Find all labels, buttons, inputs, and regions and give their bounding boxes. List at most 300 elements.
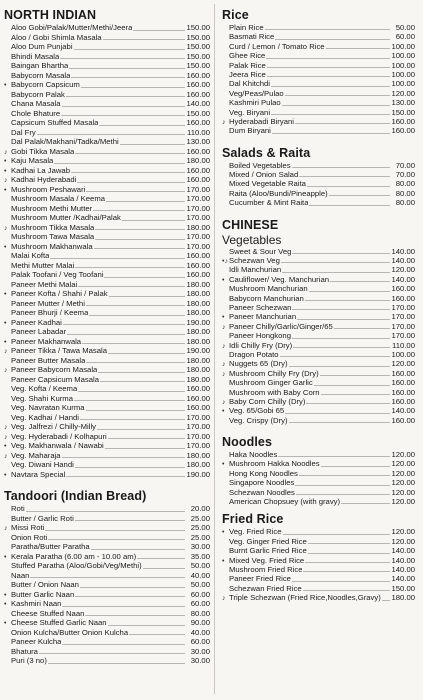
item-price: 130.00 [186, 137, 210, 146]
menu-item [4, 99, 210, 109]
dotted-leader [74, 49, 185, 50]
dotted-leader [292, 338, 390, 339]
menu-item [222, 79, 415, 88]
item-name: Puri (3 no) [11, 656, 47, 665]
item-name: Malai Kofta [11, 251, 50, 260]
menu-item [4, 523, 210, 533]
item-price: 80.00 [395, 198, 415, 208]
item-price: 160.00 [391, 284, 415, 294]
item-price: 100.00 [391, 349, 415, 359]
dotted-leader [382, 600, 390, 601]
dotted-leader [289, 366, 390, 367]
menu-item [4, 194, 210, 204]
item-marker-icon: • [4, 167, 7, 175]
item-name: Aloo Dum Punjabi [11, 42, 73, 51]
item-marker-icon: • [4, 338, 7, 346]
dotted-leader [93, 210, 185, 211]
item-name: Paneer Bhurji / Keema [11, 308, 89, 317]
item-price: 50.00 [395, 23, 415, 32]
item-price: 180.00 [186, 355, 210, 365]
menu-item [222, 406, 415, 415]
menu-item [222, 189, 415, 198]
item-price: 160.00 [186, 165, 210, 175]
item-name: Schezwan Noodles [229, 487, 295, 497]
dotted-leader [321, 394, 390, 395]
item-price: 180.00 [186, 460, 210, 469]
item-marker-icon: ♪ [4, 148, 8, 156]
item-price: 160.00 [186, 80, 210, 89]
item-name: Paneer Schezwan [229, 302, 292, 312]
item-name: Mixed / Onion Salad [229, 170, 299, 180]
item-price: 25.00 [190, 523, 210, 532]
menu-item [222, 397, 415, 406]
dotted-leader [281, 262, 390, 263]
item-name: Mushroom Fried Rice [229, 564, 303, 574]
menu-item [4, 504, 210, 514]
item-price: 90.00 [190, 618, 210, 627]
menu-item [222, 126, 415, 135]
item-marker-icon: • [4, 591, 7, 599]
dotted-leader [86, 410, 186, 411]
dotted-leader [271, 86, 390, 87]
item-price: 190.00 [186, 346, 210, 355]
item-name: Haka Noodles [229, 450, 278, 460]
item-price: 160.00 [186, 260, 210, 270]
item-price: 160.00 [391, 368, 415, 378]
item-marker-icon: • [222, 314, 225, 322]
dotted-leader [45, 530, 185, 531]
item-price: 180.00 [186, 289, 210, 298]
dotted-leader [80, 587, 185, 588]
menu-item [4, 542, 210, 552]
item-name: Paneer Labadar [11, 327, 67, 336]
item-name: Palak Rice [229, 60, 266, 70]
menu-item [222, 488, 415, 497]
item-name: Schezwan Fried Rice [229, 583, 302, 593]
menu-item [222, 23, 415, 32]
item-price: 160.00 [186, 89, 210, 99]
item-price: 150.00 [186, 51, 210, 61]
menu-item [4, 318, 210, 328]
item-price: 120.00 [391, 88, 415, 98]
menu-item [4, 413, 210, 423]
item-marker-icon: ♪ [4, 224, 8, 232]
item-name: Boiled Vegetables [229, 160, 291, 170]
section-fried-rice [222, 512, 415, 602]
dotted-leader [71, 77, 185, 78]
menu-item [4, 375, 210, 385]
item-price: 170.00 [391, 321, 415, 331]
item-marker-icon: • [4, 601, 7, 608]
dotted-leader [91, 549, 185, 550]
menu-item [4, 403, 210, 413]
dotted-leader [77, 182, 185, 183]
menu-item [4, 308, 210, 318]
dotted-leader [282, 105, 390, 106]
section-title: Noodles [222, 435, 273, 450]
section-title: Rice [222, 8, 249, 22]
dotted-leader [275, 39, 390, 40]
item-name: Methi Mutter Malai [11, 260, 75, 270]
menu-item [4, 470, 210, 480]
menu-item [4, 460, 210, 470]
item-name: Veg. Jalfrezi / Chilly-Milly [11, 422, 97, 431]
item-price: 60.00 [190, 637, 210, 646]
menu-item [4, 609, 210, 619]
item-name: Cheese Stuffed Naan [11, 608, 85, 618]
item-name: Paneer Tikka / Tawa Masala [11, 346, 107, 355]
item-price: 170.00 [186, 412, 210, 422]
column-divider [214, 4, 215, 694]
menu-item [4, 166, 210, 176]
dotted-leader [292, 309, 390, 310]
menu-item [4, 42, 210, 52]
item-price: 160.00 [186, 175, 210, 184]
dotted-leader [267, 67, 390, 68]
item-price: 140.00 [391, 274, 415, 284]
item-name: Babycorn Capsicum [11, 80, 80, 89]
dotted-leader [78, 286, 185, 287]
item-name: Kashmiri Pulao [229, 98, 281, 108]
item-name: Basmati Rice [229, 32, 275, 42]
menu-item [222, 359, 415, 368]
item-name: Stuffed Paratha (Aloo/Gobi/Veg/Methi) [11, 561, 142, 570]
dotted-leader [26, 511, 185, 512]
dotted-leader [61, 115, 185, 116]
dotted-leader [122, 220, 185, 221]
item-name: Palak Toofani / Veg Toofani [11, 270, 104, 279]
item-name: Mixed Vegetable Raita [229, 179, 306, 189]
item-price: 180.00 [186, 308, 210, 317]
menu-item [4, 590, 210, 600]
item-marker-icon: ♪ [222, 595, 226, 603]
dotted-leader [303, 590, 390, 591]
dotted-leader [85, 615, 185, 616]
item-name: American Chopsuey (with gravy) [229, 497, 341, 507]
dotted-leader [75, 153, 185, 154]
dotted-leader [86, 191, 185, 192]
dotted-leader [75, 267, 185, 268]
menu-item [4, 137, 210, 147]
section-title: NORTH INDIAN [4, 8, 97, 22]
item-name: Paratha/Butter Paratha [11, 542, 90, 551]
item-price: 170.00 [186, 422, 210, 431]
menu-item [222, 170, 415, 179]
dotted-leader [106, 201, 185, 202]
dotted-leader [75, 520, 185, 521]
menu-item [222, 275, 415, 284]
dotted-leader [108, 438, 185, 439]
item-name: Babycorn Masala [11, 70, 71, 80]
dotted-leader [330, 281, 390, 282]
item-price: 140.00 [391, 246, 415, 256]
item-marker-icon: • [222, 529, 225, 537]
menu-item [222, 546, 415, 555]
menu-item [4, 232, 210, 242]
item-price: 180.00 [186, 336, 210, 346]
menu-item [4, 580, 210, 590]
menu-item [222, 322, 415, 331]
item-name: Paneer Kofta / Shahi / Palak [11, 289, 108, 298]
item-name: Mushroom Hakka Noodles [229, 459, 320, 469]
item-name: Baingan Bhartha [11, 61, 69, 70]
menu-item [222, 537, 415, 546]
item-name: Mushroom Mutter /Kadhai/Palak [11, 213, 121, 222]
item-price: 160.00 [186, 403, 210, 412]
item-price: 150.00 [186, 42, 210, 51]
item-name: Paneer Methi Malai [11, 279, 78, 289]
section-title: CHINESE [222, 217, 279, 232]
item-price: 140.00 [391, 546, 415, 556]
menu-item [4, 365, 210, 375]
item-marker-icon: • [222, 408, 225, 416]
dotted-leader [307, 186, 390, 187]
item-marker-icon: ♪ [222, 323, 226, 331]
dotted-leader [75, 596, 185, 597]
menu-item [4, 647, 210, 657]
item-price: 180.00 [186, 365, 210, 374]
dotted-leader [66, 476, 185, 477]
menu-item [4, 299, 210, 309]
item-name: Mushroom Methi Mutter [11, 203, 93, 213]
item-name: Aloo / Gobi Shimla Masala [11, 32, 102, 42]
menu-item [4, 23, 210, 33]
item-price: 160.00 [391, 293, 415, 303]
item-name: Mushroom Tawa Masala [11, 232, 95, 241]
menu-item [4, 533, 210, 543]
menu-item [4, 422, 210, 432]
dotted-leader [89, 315, 185, 316]
item-name: Capsicum Stuffed Masala [11, 118, 99, 127]
dotted-leader [334, 328, 390, 329]
item-name: Dum Biryani [229, 126, 271, 136]
item-price: 160.00 [391, 116, 415, 126]
item-marker-icon: ♪ [4, 452, 8, 460]
menu-item [222, 108, 415, 117]
dotted-leader [100, 381, 185, 382]
menu-item [222, 369, 415, 378]
dotted-leader [74, 400, 185, 401]
item-price: 120.00 [391, 478, 415, 488]
item-price: 150.00 [391, 583, 415, 593]
item-price: 60.00 [395, 32, 415, 42]
item-price: 160.00 [391, 415, 415, 425]
menu-item [4, 441, 210, 451]
item-name: Veg. Makhanwala / Nawabi [11, 441, 104, 450]
dotted-leader [309, 205, 390, 206]
item-name: Schezwan Veg [229, 256, 280, 266]
item-name: Paneer Kadhai [11, 317, 62, 327]
item-price: 100.00 [391, 51, 415, 61]
dotted-leader [97, 429, 185, 430]
menu-item [4, 561, 210, 571]
item-name: Mixed Veg. Fried Rice [229, 555, 305, 565]
item-name: Mushroom Masala / Keema [11, 194, 105, 203]
item-price: 160.00 [391, 378, 415, 388]
item-marker-icon: ♪ [222, 118, 226, 126]
dotted-leader [292, 253, 390, 254]
item-name: Veg. Diwani Handi [11, 460, 74, 469]
dotted-leader [108, 353, 185, 354]
dotted-leader [341, 503, 390, 504]
dotted-leader [108, 625, 185, 626]
section-rice [222, 8, 415, 136]
item-price: 110.00 [392, 340, 415, 350]
item-name: Missi Roti [11, 523, 45, 532]
dotted-leader [67, 334, 185, 335]
item-marker-icon: ♪ [222, 361, 226, 369]
dotted-leader [265, 29, 390, 30]
item-marker-icon: • [4, 243, 7, 251]
item-name: Dal Khitchdi [229, 79, 271, 89]
dotted-leader [103, 39, 185, 40]
dotted-leader [278, 456, 390, 457]
item-price: 120.00 [391, 536, 415, 546]
item-name: Gobi Tikka Masala [11, 146, 75, 156]
menu-item [4, 213, 210, 223]
item-price: 170.00 [391, 312, 415, 322]
item-price: 150.00 [186, 32, 210, 42]
dotted-leader [267, 76, 390, 77]
item-name: Butter Garlic Naan [11, 589, 75, 599]
dotted-leader [299, 176, 390, 177]
menu-item [222, 61, 415, 70]
dotted-leader [314, 385, 390, 386]
dotted-leader [137, 558, 185, 559]
item-name: Kadhai La Jawab [11, 165, 70, 175]
dotted-leader [104, 277, 185, 278]
item-price: 170.00 [186, 203, 210, 213]
dotted-leader [295, 485, 390, 486]
item-name: Onion Roti [11, 532, 48, 542]
item-name: Mushroom Tikka Masala [11, 222, 95, 232]
dotted-leader [309, 291, 390, 292]
menu-item [222, 294, 415, 303]
dotted-leader [271, 114, 390, 115]
dotted-leader [69, 68, 185, 69]
section-tandoori-indian-bread [4, 489, 210, 666]
item-price: 160.00 [391, 126, 415, 136]
menu-item [222, 593, 415, 602]
menu-item [4, 61, 210, 71]
menu-item [4, 128, 210, 138]
item-name: Paneer Mutter / Methi [11, 298, 85, 308]
item-price: 120.00 [391, 450, 415, 460]
menu-item [222, 556, 415, 565]
item-marker-icon: • [4, 319, 7, 327]
item-name: Paneer Babycorn Masala [11, 365, 98, 374]
section-title: Fried Rice [222, 512, 284, 527]
item-price: 160.00 [391, 387, 415, 397]
item-name: Veg. Biryani [229, 107, 271, 117]
item-price: 30.00 [190, 646, 210, 656]
menu-item [4, 384, 210, 394]
menu-item [4, 261, 210, 271]
dotted-leader [62, 644, 185, 645]
dotted-leader [133, 30, 185, 31]
dotted-leader [94, 248, 185, 249]
item-price: 160.00 [186, 270, 210, 279]
item-name: Idli Manchurian [229, 265, 282, 275]
item-name: Kerala Paratha (6.00 am - 10.00 am) [11, 551, 137, 561]
dotted-leader [266, 58, 390, 59]
dotted-leader [62, 106, 185, 107]
item-price: 170.00 [186, 194, 210, 203]
right-column [222, 8, 415, 609]
dotted-leader [30, 577, 185, 578]
item-price: 170.00 [186, 213, 210, 222]
dotted-leader [326, 48, 390, 49]
section-subtitle: Vegetables [222, 232, 282, 247]
dotted-leader [95, 239, 185, 240]
item-name: Bhatura [11, 646, 38, 656]
menu-item [222, 478, 415, 487]
dotted-leader [303, 571, 390, 572]
item-price: 150.00 [186, 23, 210, 32]
dotted-leader [296, 494, 390, 495]
menu-item [4, 451, 210, 461]
dotted-leader [289, 422, 390, 423]
dotted-leader [293, 347, 390, 348]
dotted-leader [99, 125, 185, 126]
item-price: 140.00 [391, 555, 415, 565]
item-name: Butter / Garlic Roti [11, 513, 74, 523]
dotted-leader [63, 324, 185, 325]
menu-item [4, 156, 210, 166]
dotted-leader [295, 123, 390, 124]
item-price: 170.00 [186, 241, 210, 251]
menu-item [4, 346, 210, 356]
menu-item [222, 565, 415, 574]
item-price: 60.00 [190, 589, 210, 599]
menu-item [222, 497, 415, 506]
menu-item [4, 356, 210, 366]
menu-item [4, 251, 210, 261]
item-price: 120.00 [391, 468, 415, 478]
dotted-leader [75, 467, 185, 468]
item-price: 150.00 [186, 61, 210, 70]
item-name: Paneer Fried Rice [229, 574, 291, 584]
item-price: 180.00 [186, 450, 210, 460]
dotted-leader [285, 413, 390, 414]
dotted-leader [282, 272, 390, 273]
dotted-leader [306, 403, 390, 404]
item-name: Kaju Masala [11, 156, 54, 165]
item-price: 160.00 [186, 251, 210, 260]
item-marker-icon: ♪ [4, 433, 8, 441]
item-price: 140.00 [391, 256, 415, 266]
menu-item [222, 450, 415, 459]
dotted-leader [283, 534, 390, 535]
menu-item [222, 527, 415, 536]
item-marker-icon: • [4, 443, 7, 450]
item-name: Dal Palak/Makhani/Tadka/Methi [11, 137, 119, 146]
item-price: 160.00 [186, 70, 210, 80]
menu-item [222, 416, 415, 425]
item-marker-icon: • [4, 471, 7, 479]
dotted-leader [95, 229, 185, 230]
dotted-leader [292, 167, 390, 168]
dotted-leader [37, 134, 185, 135]
item-price: 40.00 [190, 627, 210, 637]
item-price: 150.00 [186, 108, 210, 118]
menu-item [4, 327, 210, 337]
item-name: Cauliflower/ Veg. Manchurian [229, 274, 329, 284]
item-price: 100.00 [391, 79, 415, 89]
menu-item [4, 599, 210, 609]
item-name: Mushroom with Baby Corn [229, 387, 320, 397]
menu-item [4, 432, 210, 442]
